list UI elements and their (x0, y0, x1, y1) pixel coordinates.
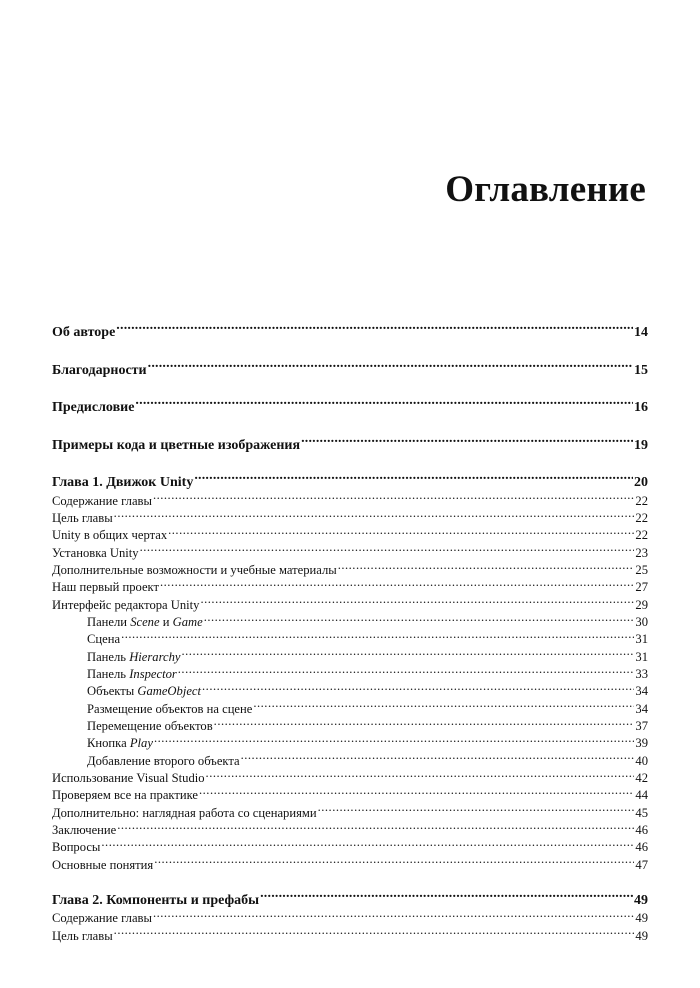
toc-entry[interactable] (52, 752, 648, 769)
toc-entry-page-number: 23 (635, 545, 648, 560)
toc-entry-title: Благодарности (52, 362, 147, 378)
toc-entry-title: Цель главы (52, 928, 113, 943)
toc-entry[interactable] (52, 839, 648, 856)
dot-leader (135, 397, 633, 411)
toc-entry-page-number: 40 (635, 753, 648, 768)
dot-leader (140, 544, 635, 557)
toc-entry-page-number: 16 (634, 400, 648, 415)
toc-entry-page-number: 14 (634, 325, 648, 340)
dot-leader (194, 472, 633, 486)
dot-leader (178, 665, 635, 678)
toc-entry[interactable] (52, 579, 648, 596)
toc-entry-title: Панель Inspector (87, 667, 177, 682)
toc-entry-title: Панели Scene и Game (87, 615, 203, 629)
dot-leader (154, 856, 634, 869)
toc-entry-page-number: 31 (635, 632, 648, 647)
dot-leader (114, 509, 635, 522)
dot-leader (101, 839, 634, 852)
dot-leader (260, 890, 633, 904)
toc-entry[interactable] (52, 648, 648, 665)
toc-entry-page-number: 49 (635, 911, 648, 926)
dot-leader (160, 579, 634, 592)
toc-entry[interactable] (52, 492, 648, 509)
toc-entry[interactable] (52, 683, 648, 700)
toc-entry-title: Содержание главы (52, 911, 152, 926)
toc-entry-page-number: 49 (635, 928, 648, 943)
toc-entry-title: Наш первый проект (52, 580, 159, 595)
page-title: Оглавление (445, 169, 646, 210)
toc-entry[interactable] (52, 509, 648, 526)
toc-entry[interactable] (52, 804, 648, 821)
toc-entry[interactable] (52, 472, 648, 492)
toc-entry[interactable] (52, 596, 648, 613)
toc-entry-title: Использование Visual Studio (52, 771, 205, 786)
toc-entry[interactable] (52, 665, 648, 682)
toc-entry-page-number: 27 (635, 580, 648, 595)
toc-entry[interactable] (52, 787, 648, 804)
dot-leader (241, 752, 635, 765)
toc-entry[interactable] (52, 717, 648, 734)
toc-entry-page-number: 29 (635, 597, 648, 612)
toc-entry-page-number: 19 (634, 437, 648, 453)
dot-leader (148, 360, 633, 374)
dot-leader (117, 822, 634, 835)
toc-entry-page-number: 49 (634, 892, 648, 908)
toc-entry-page-number: 44 (635, 788, 648, 803)
dot-leader (153, 910, 634, 923)
dot-leader (318, 804, 635, 817)
toc-entry-title: Объекты GameObject (87, 684, 202, 699)
toc-entry-title: Глава 1. Движок Unity (52, 475, 194, 490)
toc-entry[interactable] (52, 631, 648, 648)
toc-entry-title: Интерфейс редактора Unity (52, 597, 200, 612)
toc-entry[interactable] (52, 613, 648, 630)
toc-entry[interactable] (52, 561, 648, 578)
toc-entry[interactable] (52, 770, 648, 787)
toc-entry-page-number: 25 (635, 562, 648, 577)
toc-entry[interactable] (52, 397, 648, 417)
toc-entry-title: Основные понятия (52, 857, 154, 872)
toc-entry-title: Глава 2. Компоненты и префабы (52, 892, 260, 908)
dot-leader (253, 700, 634, 713)
dot-leader (214, 717, 635, 730)
toc-entry[interactable] (52, 360, 648, 380)
toc-entry-title: Добавление второго объекта (87, 753, 240, 768)
dot-leader (114, 927, 635, 940)
toc-entry-title: Кнопка Play (87, 736, 153, 751)
toc-entry-title: Примеры кода и цветные изображения (52, 437, 301, 453)
toc-entry[interactable] (52, 890, 648, 910)
dot-leader (206, 770, 635, 783)
toc-entry-page-number: 20 (634, 475, 648, 490)
dot-leader (200, 596, 634, 609)
toc-entry-page-number: 37 (635, 719, 648, 734)
dot-leader (199, 787, 634, 800)
toc-entry-page-number: 22 (635, 493, 648, 508)
toc-entry[interactable] (52, 927, 648, 944)
toc-entry[interactable] (52, 700, 648, 717)
toc-entry-title: Сцена (87, 632, 121, 647)
toc-entry-page-number: 47 (635, 857, 648, 872)
dot-leader (301, 435, 633, 449)
toc-entry-page-number: 34 (635, 684, 648, 699)
toc-entry-title: Вопросы (52, 840, 101, 855)
toc-entry-page-number: 34 (635, 701, 648, 716)
toc-entry-page-number: 22 (635, 528, 648, 543)
dot-leader (202, 683, 634, 696)
toc-entry-title: Заключение (52, 823, 117, 838)
toc-entry-page-number: 31 (635, 649, 648, 664)
toc-entry-title: Об авторе (52, 325, 116, 340)
toc-entry-title: Дополнительные возможности и учебные материалы (52, 562, 337, 577)
toc-entry-title: Перемещение объектов (87, 719, 213, 734)
toc-entry-page-number: 39 (635, 736, 648, 751)
dot-leader (168, 527, 634, 540)
toc-entry-page-number: 45 (635, 805, 648, 820)
dot-leader (204, 613, 635, 626)
toc-entry-title: Дополнительно: наглядная работа со сценариями (52, 805, 317, 820)
toc-entry-title: Панель Hierarchy (87, 649, 181, 664)
toc-entry-page-number: 33 (635, 667, 648, 682)
toc-entry-title: Установка Unity (52, 545, 139, 560)
toc-entry-page-number: 46 (635, 840, 648, 855)
toc-entry[interactable] (52, 435, 648, 455)
toc-entry[interactable] (52, 822, 648, 839)
dot-leader (116, 322, 633, 336)
toc-entry-title: Цель главы (52, 510, 113, 525)
toc-entry-page-number: 15 (634, 362, 648, 378)
toc-entry[interactable] (52, 910, 648, 927)
toc-entry-page-number: 42 (635, 771, 648, 786)
dot-leader (121, 631, 634, 644)
toc-entry-title: Unity в общих чертах (52, 528, 168, 543)
toc-entry[interactable] (52, 544, 648, 561)
toc-entry[interactable] (52, 856, 648, 873)
toc-entry-title: Содержание главы (52, 493, 152, 508)
toc-entry[interactable] (52, 527, 648, 544)
dot-leader (154, 735, 634, 748)
toc-entry-page-number: 30 (635, 615, 648, 629)
dot-leader (338, 561, 635, 574)
toc-entry-page-number: 22 (635, 510, 648, 525)
toc-entry-title: Предисловие (52, 400, 135, 415)
dot-leader (153, 492, 634, 505)
toc-entry-title: Проверяем все на практике (52, 788, 198, 803)
table-of-contents (52, 322, 648, 944)
toc-entry-title: Размещение объектов на сцене (87, 701, 253, 716)
toc-entry[interactable] (52, 735, 648, 752)
toc-entry[interactable] (52, 322, 648, 342)
toc-entry-page-number: 46 (635, 823, 648, 838)
dot-leader (182, 648, 635, 661)
